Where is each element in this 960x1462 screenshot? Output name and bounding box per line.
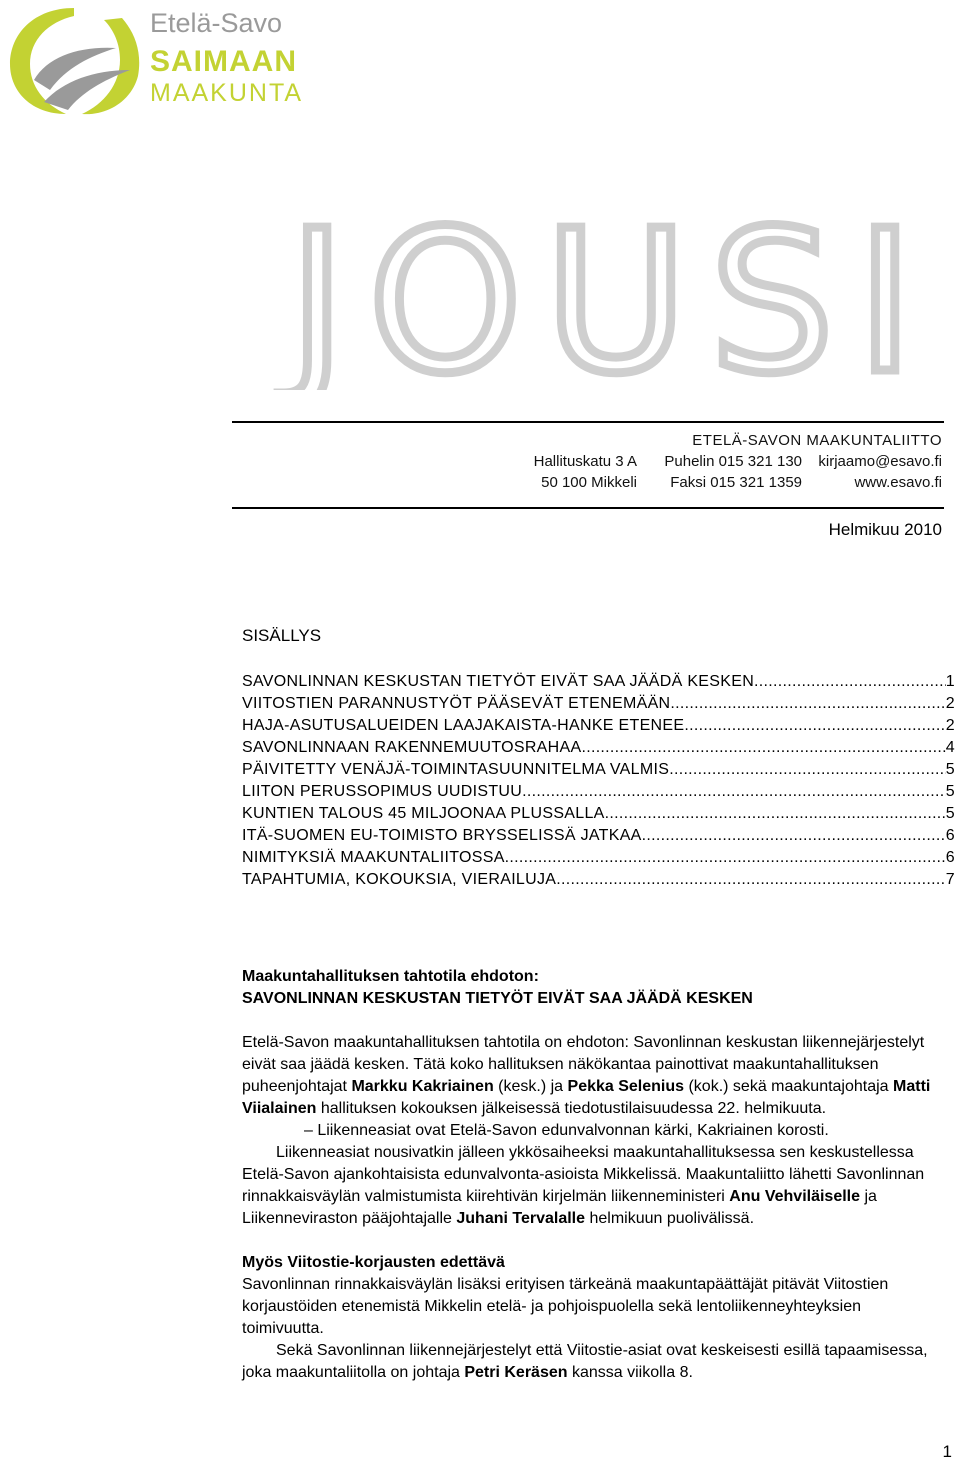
masthead-title-graphic — [250, 200, 940, 390]
toc-item[interactable]: LIITON PERUSSOPIMUS UUDISTUU ..... 5 — [242, 783, 955, 805]
toc-item[interactable]: VIITOSTIEN PARANNUSTYÖT PÄÄSEVÄT ETENEMÄÄN ..... 2 — [242, 695, 955, 717]
page-number: 1 — [942, 1442, 952, 1461]
article — [242, 966, 942, 1384]
header-rule-bottom — [232, 507, 944, 509]
street-address: Hallituskatu 3 A — [533, 453, 637, 470]
article-paragraph: Liikenneasiat nousivatkin jälleen ykkösaiheeksi maakuntahallituksessa sen keskustellessa Etelä-Savon ajankohtaisista edunvalvonta-asioista Mikkelissä. Maakuntaliitto lähetti Savonlinnan rinnakkaisväylän valmistumista kiirehtivän kirjelmän liikenneministeri Anu Vehviläiselle ja Liikenneviraston pääjohtajalle Juhani Tervalalle helmikuun puolivälissä. — [242, 1144, 925, 1227]
toc-item[interactable]: NIMITYKSIÄ MAAKUNTALIITOSSA ..... 6 — [242, 849, 955, 871]
masthead-title: JOUSI — [288, 200, 936, 390]
logo-region-text: Etelä-Savo — [150, 8, 283, 38]
article-quote: – Liikenneasiat ovat Etelä-Savon edunvalvonnan kärki, Kakriainen korosti. — [304, 1122, 829, 1139]
website-link[interactable]: www.esavo.fi — [854, 474, 942, 491]
fax-number: Faksi 015 321 1359 — [670, 474, 802, 491]
article-paragraph: Savonlinnan rinnakkaisväylän lisäksi erityisen tärkeänä maakuntapäättäjät pitävät Viitostien korjaustöiden etenemistä Mikkelin etelä- ja pohjoispuolella sekä lentoliikenneyhteyksien toimivuutta. — [242, 1276, 889, 1337]
phone-number: Puhelin 015 321 130 — [664, 453, 802, 470]
article-headline: SAVONLINNAN KESKUSTAN TIETYÖT EIVÄT SAA JÄÄDÄ KESKEN — [242, 990, 753, 1007]
masthead — [250, 200, 940, 390]
issue-date: Helmikuu 2010 — [828, 520, 942, 539]
contact-block — [513, 430, 942, 493]
email-link[interactable]: kirjaamo@esavo.fi — [818, 453, 942, 470]
article-subheading: Myös Viitostie-korjausten edettävä — [242, 1254, 505, 1271]
toc-item[interactable]: HAJA-ASUTUSALUEIDEN LAAJAKAISTA-HANKE ETENEE ..... 2 — [242, 717, 955, 739]
toc-item[interactable]: KUNTIEN TALOUS 45 MILJOONAA PLUSSALLA ..... 5 — [242, 805, 955, 827]
toc-item[interactable]: SAVONLINNAN KESKUSTAN TIETYÖT EIVÄT SAA JÄÄDÄ KESKEN ..... 1 — [242, 673, 955, 695]
logo-maakunta-text: MAAKUNTA — [150, 79, 304, 107]
toc-item[interactable]: TAPAHTUMIA, KOKOUKSIA, VIERAILUJA ..... 7 — [242, 871, 955, 893]
toc-item[interactable]: SAVONLINNAAN RAKENNEMUUTOSRAHAA ..... 4 — [242, 739, 955, 761]
logo — [4, 4, 304, 116]
organization-name: ETELÄ-SAVON MAAKUNTALIITTO — [692, 432, 942, 449]
article-kicker: Maakuntahallituksen tahtotila ehdoton: — [242, 968, 539, 985]
article-paragraph: Sekä Savonlinnan liikennejärjestelyt että Viitostie-asiat ovat keskeisesti esillä tapaamisessa, joka maakuntaliitolla on johtaja Petri Keräsen kanssa viikolla 8. — [242, 1342, 928, 1381]
logo-emblem-icon — [4, 4, 144, 116]
logo-saimaan-text: SAIMAAN — [150, 45, 297, 78]
toc-item[interactable]: ITÄ-SUOMEN EU-TOIMISTO BRYSSELISSÄ JATKAA ..... 6 — [242, 827, 955, 849]
toc-title: SISÄLLYS — [242, 626, 322, 645]
table-of-contents — [242, 673, 955, 893]
article-paragraph: Etelä-Savon maakuntahallituksen tahtotila on ehdoton: Savonlinnan keskustan liikennejärjestelyt eivät saa jäädä kesken. Tätä koko hallituksen näkökantaa painottivat maakuntahallituksen puheenjohtajat Markku Kakriainen (kesk.) ja Pekka Selenius (kok.) sekä maakuntajohtaja Matti Viialainen hallituksen kokouksen jälkeisessä tiedotustilaisuudessa 22. helmikuuta. — [242, 1034, 931, 1117]
header-rule-top — [232, 421, 944, 423]
postal-address: 50 100 Mikkeli — [541, 474, 637, 491]
toc-item[interactable]: PÄIVITETTY VENÄJÄ-TOIMINTASUUNNITELMA VALMIS ..... 5 — [242, 761, 955, 783]
